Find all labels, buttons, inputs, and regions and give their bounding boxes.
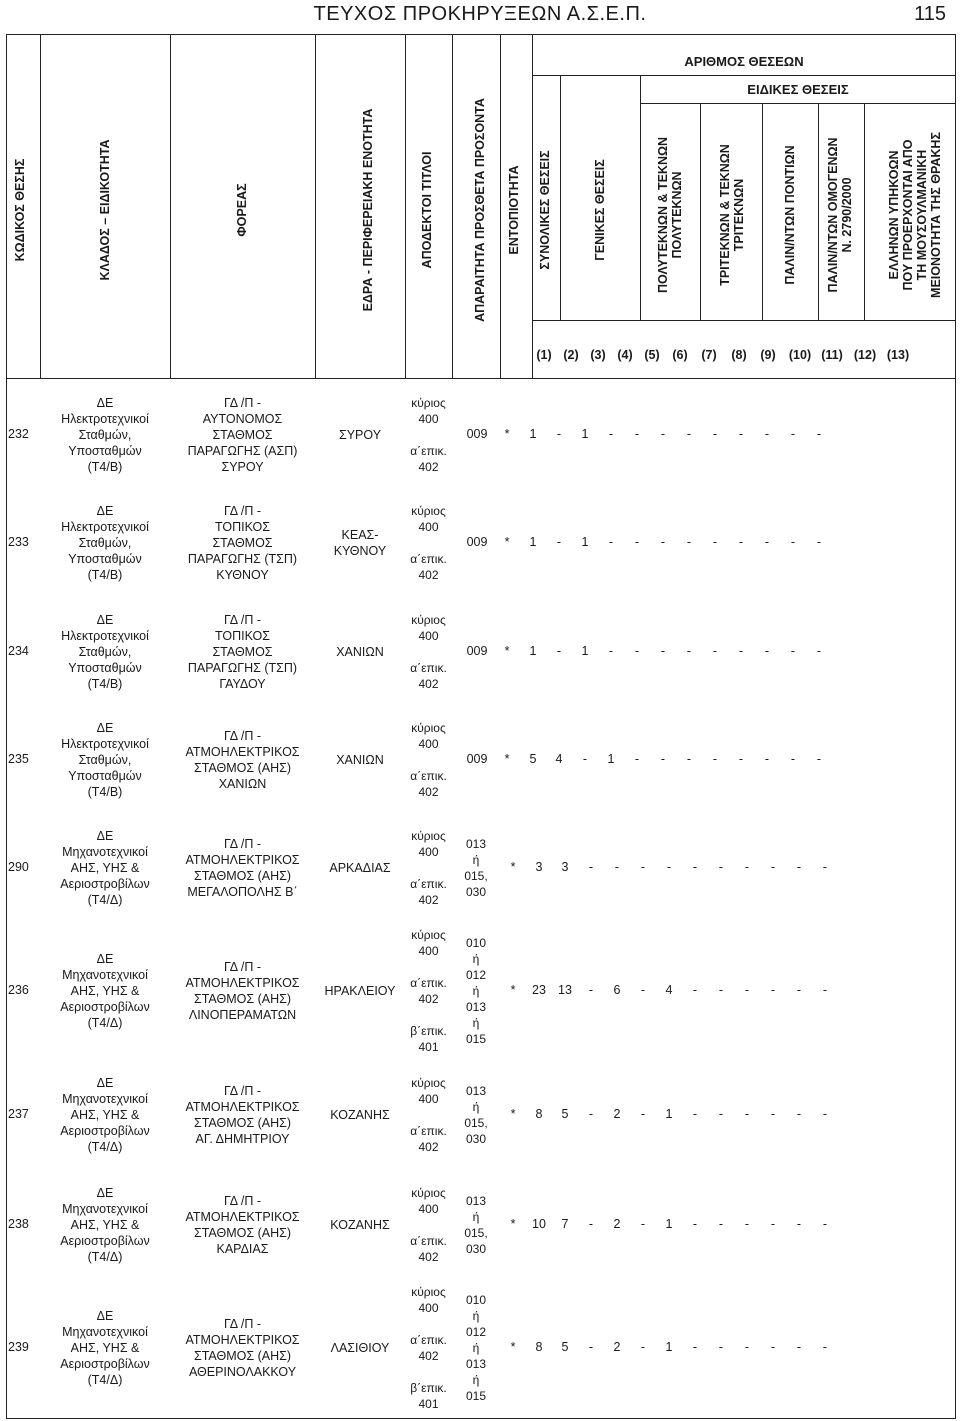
extra-cell: 013 ή 015, 030 xyxy=(464,1194,488,1256)
branch-cell: ΔΕ Μηχανοτεχνικοί ΑΗΣ, ΥΗΣ & Αεριοστροβίλων (Τ4/Δ) xyxy=(60,1186,150,1264)
column-number: (11) xyxy=(821,348,843,362)
seat-counts xyxy=(460,427,832,441)
degrees-cell: κύριος 400 α΄επικ. 402 xyxy=(410,396,447,474)
seat-count: - xyxy=(614,860,620,874)
seat-count: 23 xyxy=(532,983,546,997)
seats-group-header: ΑΡΙΘΜΟΣ ΘΕΣΕΩΝ xyxy=(684,54,804,69)
seat-count: - xyxy=(660,427,666,441)
seat-count: - xyxy=(718,1107,724,1121)
seat-count: 4 xyxy=(555,752,563,766)
seat-count: - xyxy=(608,644,614,658)
seat-cell: ΧΑΝΙΩΝ xyxy=(336,753,384,767)
body-cell: ΓΔ /Π - ΑΤΜΟΗΛΕΚΤΡΙΚΟΣ ΣΤΑΘΜΟΣ (ΑΗΣ) ΜΕΓΑΛΟΠΟΛΗΣ Β΄ xyxy=(185,837,300,899)
seat-count: - xyxy=(796,983,802,997)
col-large-family-header: ΠΟΛΥΤΕΚΝΩΝ & ΤΕΚΝΩΝ ΠΟΛΥΤΕΚΝΩΝ xyxy=(656,136,684,294)
seat-count: 009 xyxy=(466,427,488,441)
seat-count: - xyxy=(816,644,822,658)
seat-count: - xyxy=(660,752,666,766)
seat-count: - xyxy=(686,644,692,658)
position-code: 232 xyxy=(8,427,29,441)
seat-count: - xyxy=(770,983,776,997)
seat-count: 1 xyxy=(581,427,589,441)
numbers-line xyxy=(532,320,956,321)
seat-count: - xyxy=(588,860,594,874)
seat-count: - xyxy=(790,644,796,658)
seat-counts xyxy=(500,1217,838,1231)
col-divider xyxy=(640,75,641,320)
col-expatriates-header: ΠΑΛΙΝ/ΝΤΩΝ ΟΜΟΓΕΝΩΝ Ν. 2790/2000 xyxy=(826,137,854,293)
column-number: (10) xyxy=(788,348,812,362)
seat-count: - xyxy=(744,1339,750,1354)
seat-count: 1 xyxy=(607,752,615,766)
seat-count: 4 xyxy=(665,983,673,997)
column-number: (5) xyxy=(644,348,660,362)
col-divider xyxy=(452,34,453,378)
seat-count: - xyxy=(686,427,692,441)
seat-count: - xyxy=(816,752,822,766)
seat-count: * xyxy=(510,1217,516,1231)
seat-count: - xyxy=(692,1107,698,1121)
seat-count: - xyxy=(718,1217,724,1231)
seat-count: 009 xyxy=(466,644,488,658)
seat-count: - xyxy=(588,983,594,997)
col-divider xyxy=(700,103,701,320)
col-divider xyxy=(560,75,561,320)
seat-count: 5 xyxy=(529,752,537,766)
col-total-header: ΣΥΝΟΛΙΚΕΣ ΘΕΣΕΙΣ xyxy=(538,150,552,270)
special-group-header: ΕΙΔΙΚΕΣ ΘΕΣΕΙΣ xyxy=(747,82,849,97)
seat-count: 009 xyxy=(466,752,488,766)
seat-count: 2 xyxy=(613,1339,621,1354)
seat-cell: ΣΥΡΟΥ xyxy=(338,428,382,442)
seat-count: - xyxy=(692,1339,698,1354)
seat-count: - xyxy=(744,983,750,997)
seat-count: - xyxy=(640,1339,646,1354)
seat-count: - xyxy=(790,752,796,766)
seat-cell: ΧΑΝΙΩΝ xyxy=(336,645,384,659)
seat-count: 6 xyxy=(613,983,621,997)
seat-count: - xyxy=(822,1107,828,1121)
body-cell: ΓΔ /Π - ΑΤΜΟΗΛΕΚΤΡΙΚΟΣ ΣΤΑΘΜΟΣ (ΑΗΣ) ΧΑΝΙΩΝ xyxy=(185,729,300,791)
seat-count: - xyxy=(816,535,822,549)
extra-cell: 010 ή 012 ή 013 ή 015 xyxy=(465,936,487,1046)
col-divider xyxy=(818,103,819,320)
position-code: 237 xyxy=(8,1107,29,1121)
seat-count: - xyxy=(764,535,770,549)
seat-count: - xyxy=(822,860,828,874)
column-number: (9) xyxy=(760,348,776,362)
col-divider xyxy=(405,34,406,378)
col-thrace-header: ΕΛΛΗΝΩΝ ΥΠΗΚΟΩΝ ΠΟΥ ΠΡΟΕΡΧΟΝΤΑΙ ΑΠΟ ΤΗ ΜΟΥΣΟΥΛΜΑΝΙΚΗ ΜΕΙΟΝΟΤΗΤΑ ΤΗΣ ΘΡΑΚΗΣ xyxy=(887,132,943,298)
seat-count: 7 xyxy=(561,1217,569,1231)
seat-count: - xyxy=(634,535,640,549)
degrees-cell: κύριος 400 α΄επικ. 402 xyxy=(410,829,447,907)
seat-count: - xyxy=(692,860,698,874)
seat-count: - xyxy=(764,644,770,658)
seat-count: - xyxy=(718,1339,724,1354)
seat-count: * xyxy=(510,860,516,874)
seat-count: - xyxy=(816,427,822,441)
seat-count: - xyxy=(660,644,666,658)
col-three-children-header: ΤΡΙΤΕΚΝΩΝ & ΤΕΚΝΩΝ ΤΡΙΤΕΚΝΩΝ xyxy=(718,144,746,286)
seat-cell: ΚΟΖΑΝΗΣ xyxy=(330,1218,390,1232)
branch-cell: ΔΕ Ηλεκτροτεχνικοί Σταθμών, Υποσταθμών (Τ4/Β) xyxy=(61,613,149,691)
page-header xyxy=(0,0,960,30)
branch-cell: ΔΕ Ηλεκτροτεχνικοί Σταθμών, Υποσταθμών (Τ4/Β) xyxy=(61,721,149,799)
seat-count: 3 xyxy=(535,860,543,874)
body-cell: ΓΔ /Π - ΑΤΜΟΗΛΕΚΤΡΙΚΟΣ ΣΤΑΘΜΟΣ (ΑΗΣ) ΚΑΡΔΙΑΣ xyxy=(185,1194,300,1256)
seat-count: - xyxy=(770,1217,776,1231)
seat-count: - xyxy=(718,860,724,874)
degrees-cell: κύριος 400 α΄επικ. 402 β΄επικ. 401 xyxy=(410,928,447,1054)
seat-count: * xyxy=(504,535,510,549)
column-number: (3) xyxy=(590,348,606,362)
col-divider xyxy=(40,34,41,378)
branch-cell: ΔΕ Ηλεκτροτεχνικοί Σταθμών, Υποσταθμών (Τ4/Β) xyxy=(61,396,149,474)
col-code-header: ΚΩΔΙΚΟΣ ΘΕΣΗΣ xyxy=(13,158,27,262)
position-code: 234 xyxy=(8,644,29,658)
seat-counts xyxy=(500,860,838,874)
column-number: (6) xyxy=(672,348,688,362)
seat-count: * xyxy=(510,983,516,997)
seat-count: - xyxy=(712,535,718,549)
seat-count: * xyxy=(504,644,510,658)
seat-count: - xyxy=(796,860,802,874)
seat-count: - xyxy=(634,427,640,441)
seat-counts xyxy=(500,1340,838,1354)
seat-count: - xyxy=(712,427,718,441)
body-cell: ΓΔ /Π - ΑΥΤΟΝΟΜΟΣ ΣΤΑΘΜΟΣ ΠΑΡΑΓΩΓΗΣ (ΑΣΠ) ΣΥΡΟΥ xyxy=(187,396,298,474)
extra-cell: 013 ή 015, 030 xyxy=(464,837,488,899)
seat-count: - xyxy=(822,983,828,997)
col-body-header: ΦΟΡΕΑΣ xyxy=(235,183,249,237)
seat-count: - xyxy=(744,1107,750,1121)
seat-count: - xyxy=(764,427,770,441)
seat-count: - xyxy=(822,1217,828,1231)
seat-count: - xyxy=(666,860,672,874)
seat-count: 10 xyxy=(532,1217,546,1231)
seat-count: - xyxy=(634,644,640,658)
degrees-cell: κύριος 400 α΄επικ. 402 xyxy=(410,721,447,799)
seat-count: - xyxy=(686,535,692,549)
seat-count: 1 xyxy=(665,1217,673,1231)
seat-count: - xyxy=(608,427,614,441)
extra-cell: 010 ή 012 ή 013 ή 015 xyxy=(465,1292,487,1403)
seat-count: 8 xyxy=(535,1339,543,1354)
col-seat-header: ΕΔΡΑ - ΠΕΡΙΦΕΡΕΙΑΚΗ ΕΝΟΤΗΤΑ xyxy=(361,108,375,312)
seat-count: 5 xyxy=(561,1339,569,1354)
seat-count: - xyxy=(588,1107,594,1121)
branch-cell: ΔΕ Μηχανοτεχνικοί ΑΗΣ, ΥΗΣ & Αεριοστροβίλων (Τ4/Δ) xyxy=(60,1076,150,1154)
seat-count: - xyxy=(634,752,640,766)
seat-cell: ΚΕΑΣ- ΚΥΘΝΟΥ xyxy=(333,528,387,558)
seat-count: - xyxy=(770,860,776,874)
col-divider xyxy=(500,34,501,378)
column-number: (1) xyxy=(536,348,552,362)
column-number: (4) xyxy=(617,348,633,362)
seat-count: 009 xyxy=(466,535,488,549)
body-cell: ΓΔ /Π - ΑΤΜΟΗΛΕΚΤΡΙΚΟΣ ΣΤΑΘΜΟΣ (ΑΗΣ) ΛΙΝΟΠΕΡΑΜΑΤΩΝ xyxy=(185,960,300,1022)
seat-counts xyxy=(460,535,832,549)
seat-count: 13 xyxy=(558,983,572,997)
seat-count: - xyxy=(692,983,698,997)
special-group-line xyxy=(640,103,956,104)
position-code: 238 xyxy=(8,1217,29,1231)
position-code: 235 xyxy=(8,752,29,766)
position-code: 239 xyxy=(8,1339,29,1354)
seat-count: - xyxy=(556,644,562,658)
col-locality-header: ΕΝΤΟΠΙΟΤΗΤΑ xyxy=(507,165,521,255)
seat-count: - xyxy=(738,427,744,441)
seat-count: - xyxy=(744,860,750,874)
page-number: 115 xyxy=(914,3,946,25)
col-degrees-header: ΑΠΟΔΕΚΤΟΙ ΤΙΤΛΟΙ xyxy=(420,151,434,269)
seat-count: - xyxy=(686,752,692,766)
seat-count: 1 xyxy=(529,644,537,658)
issue-title: ΤΕΥΧΟΣ ΠΡΟΚΗΡΥΞΕΩΝ Α.Σ.Ε.Π. xyxy=(313,3,647,25)
seat-count: - xyxy=(796,1107,802,1121)
position-code: 290 xyxy=(8,860,29,874)
column-number: (8) xyxy=(731,348,747,362)
col-branch-header: ΚΛΑΔΟΣ – ΕΙΔΙΚΟΤΗΤΑ xyxy=(98,139,112,281)
seats-group-line xyxy=(532,75,956,76)
seat-count: - xyxy=(738,752,744,766)
degrees-cell: κύριος 400 α΄επικ. 402 xyxy=(410,1186,447,1264)
col-divider xyxy=(315,34,316,378)
body-cell: ΓΔ /Π - ΤΟΠΙΚΟΣ ΣΤΑΘΜΟΣ ΠΑΡΑΓΩΓΗΣ (ΤΣΠ) ΓΑΥΔΟΥ xyxy=(187,613,298,691)
seat-count: 1 xyxy=(529,535,537,549)
seat-cell: ΛΑΣΙΘΙΟΥ xyxy=(330,1340,390,1355)
seat-count: * xyxy=(510,1107,516,1121)
seat-count: 3 xyxy=(561,860,569,874)
seat-count: 1 xyxy=(581,535,589,549)
degrees-cell: κύριος 400 α΄επικ. 402 xyxy=(410,613,447,691)
column-number: (2) xyxy=(563,348,579,362)
body-cell: ΓΔ /Π - ΤΟΠΙΚΟΣ ΣΤΑΘΜΟΣ ΠΑΡΑΓΩΓΗΣ (ΤΣΠ) ΚΥΘΝΟΥ xyxy=(187,504,298,582)
seat-count: 1 xyxy=(581,644,589,658)
seat-count: - xyxy=(608,535,614,549)
seat-count: 5 xyxy=(561,1107,569,1121)
seat-count: * xyxy=(504,427,510,441)
seat-count: - xyxy=(770,1107,776,1121)
seat-count: 1 xyxy=(665,1107,673,1121)
seat-count: - xyxy=(640,1107,646,1121)
col-divider xyxy=(762,103,763,320)
seat-count: - xyxy=(556,535,562,549)
extra-cell: 013 ή 015, 030 xyxy=(464,1084,488,1146)
branch-cell: ΔΕ Μηχανοτεχνικοί ΑΗΣ, ΥΗΣ & Αεριοστροβίλων (Τ4/Δ) xyxy=(60,1308,150,1387)
seat-count: 2 xyxy=(613,1107,621,1121)
seat-count: - xyxy=(588,1217,594,1231)
degrees-cell: κύριος 400 α΄επικ. 402 xyxy=(410,1076,447,1154)
seat-count: - xyxy=(582,752,588,766)
seat-count: - xyxy=(640,983,646,997)
seat-count: - xyxy=(640,860,646,874)
column-number: (13) xyxy=(886,348,910,362)
seat-count: - xyxy=(796,1339,802,1354)
seat-cell: ΗΡΑΚΛΕΙΟΥ xyxy=(324,984,396,998)
seat-count: - xyxy=(640,1217,646,1231)
seat-count: - xyxy=(660,535,666,549)
degrees-cell: κύριος 400 α΄επικ. 402 xyxy=(410,504,447,582)
seat-count: - xyxy=(718,983,724,997)
seat-count: * xyxy=(504,752,510,766)
seat-count: - xyxy=(770,1339,776,1354)
col-divider xyxy=(864,103,865,320)
seat-count: * xyxy=(510,1339,516,1354)
body-cell: ΓΔ /Π - ΑΤΜΟΗΛΕΚΤΡΙΚΟΣ ΣΤΑΘΜΟΣ (ΑΗΣ) ΑΘΕΡΙΝΟΛΑΚΚΟΥ xyxy=(185,1316,300,1379)
branch-cell: ΔΕ Μηχανοτεχνικοί ΑΗΣ, ΥΗΣ & Αεριοστροβίλων (Τ4/Δ) xyxy=(60,829,150,907)
seat-cell: ΑΡΚΑΔΙΑΣ xyxy=(329,861,391,875)
seat-count: - xyxy=(790,427,796,441)
seat-count: - xyxy=(738,535,744,549)
seat-count: - xyxy=(796,1217,802,1231)
seat-counts xyxy=(460,752,832,766)
seat-count: - xyxy=(712,644,718,658)
seat-count: - xyxy=(790,535,796,549)
seat-count: 8 xyxy=(535,1107,543,1121)
col-general-header: ΓΕΝΙΚΕΣ ΘΕΣΕΙΣ xyxy=(593,159,607,261)
branch-cell: ΔΕ Μηχανοτεχνικοί ΑΗΣ, ΥΗΣ & Αεριοστροβίλων (Τ4/Δ) xyxy=(60,952,150,1030)
seat-count: 2 xyxy=(613,1217,621,1231)
seat-counts xyxy=(500,1107,838,1121)
header-divider xyxy=(6,378,956,379)
position-code: 233 xyxy=(8,535,29,549)
branch-cell: ΔΕ Ηλεκτροτεχνικοί Σταθμών, Υποσταθμών (Τ4/Β) xyxy=(61,504,149,582)
col-divider xyxy=(170,34,171,378)
seat-counts xyxy=(500,983,838,997)
seat-cell: ΚΟΖΑΝΗΣ xyxy=(330,1108,390,1122)
column-number: (7) xyxy=(701,348,717,362)
col-divider xyxy=(532,34,533,378)
seat-count: - xyxy=(744,1217,750,1231)
seat-count: - xyxy=(738,644,744,658)
degrees-cell: κύριος 400 α΄επικ. 402 β΄επικ. 401 xyxy=(410,1284,447,1411)
seat-count: - xyxy=(712,752,718,766)
seat-count: 1 xyxy=(529,427,537,441)
column-number: (12) xyxy=(853,348,877,362)
col-extra-header: ΑΠΑΡΑΙΤΗΤΑ ΠΡΟΣΘΕΤΑ ΠΡΟΣΟΝΤΑ xyxy=(473,98,487,322)
position-code: 236 xyxy=(8,983,29,997)
seat-counts xyxy=(460,644,832,658)
seat-count: - xyxy=(764,752,770,766)
seat-count: - xyxy=(692,1217,698,1231)
seat-count: - xyxy=(822,1339,828,1354)
body-cell: ΓΔ /Π - ΑΤΜΟΗΛΕΚΤΡΙΚΟΣ ΣΤΑΘΜΟΣ (ΑΗΣ) ΑΓ. ΔΗΜΗΤΡΙΟΥ xyxy=(185,1084,300,1146)
seat-count: - xyxy=(556,427,562,441)
col-pontians-header: ΠΑΛΙΝ/ΝΤΩΝ ΠΟΝΤΙΩΝ xyxy=(783,145,797,285)
seat-count: 1 xyxy=(665,1339,673,1354)
seat-count: - xyxy=(588,1339,594,1354)
